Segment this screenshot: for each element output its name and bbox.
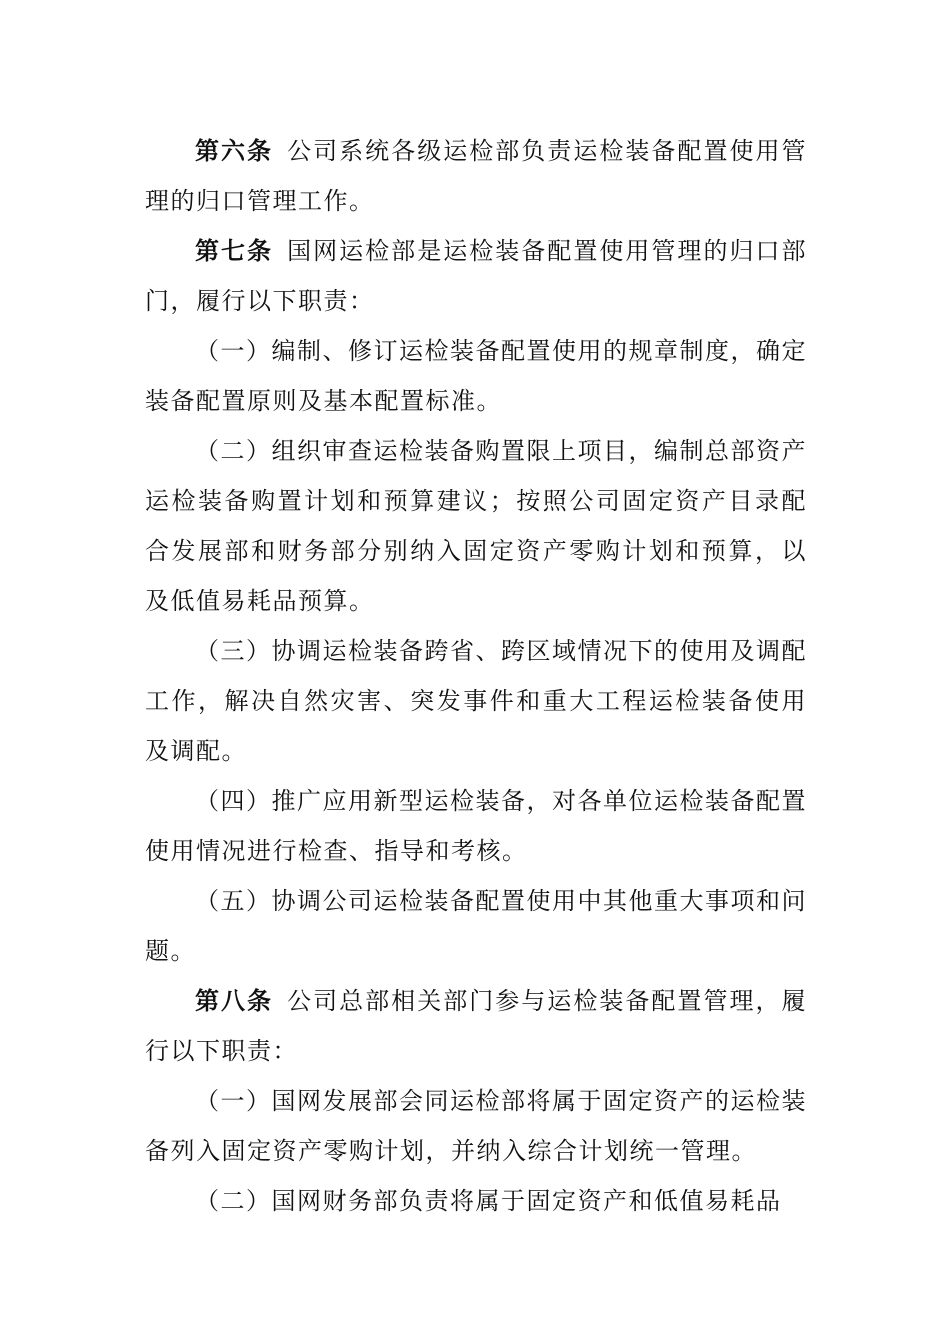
- article-7-item-4: [145, 776, 807, 876]
- article-7-item-1-text: （一）编制、修订运检装备配置使用的规章制度，确定装备配置原则及基本配置标准。: [145, 337, 807, 415]
- article-8-label: 第八条: [195, 987, 274, 1015]
- article-7-item-5-text: （五）协调公司运检装备配置使用中其他重大事项和问题。: [145, 887, 807, 965]
- article-7-label: 第七条: [195, 237, 274, 265]
- article-7-text: 国网运检部是运检装备配置使用管理的归口部门，履行以下职责：: [145, 237, 808, 315]
- article-8-item-1: [145, 1076, 807, 1176]
- article-8-text: 公司总部相关部门参与运检装备配置管理，履行以下职责：: [145, 987, 808, 1065]
- article-7-paragraph: [145, 226, 807, 326]
- document-body: [145, 126, 807, 1226]
- article-6-paragraph: [145, 126, 807, 226]
- article-7-item-3-text: （三）协调运检装备跨省、跨区域情况下的使用及调配工作，解决自然灾害、突发事件和重大工程运检装备使用及调配。: [145, 637, 807, 765]
- article-7-item-2-text: （二）组织审查运检装备购置限上项目，编制总部资产运检装备购置计划和预算建议；按照公司固定资产目录配合发展部和财务部分别纳入固定资产零购计划和预算，以及低值易耗品预算。: [145, 437, 807, 615]
- article-8-item-1-text: （一）国网发展部会同运检部将属于固定资产的运检装备列入固定资产零购计划，并纳入综合计划统一管理。: [145, 1087, 807, 1165]
- article-6-label: 第六条: [195, 137, 274, 165]
- article-7-item-4-text: （四）推广应用新型运检装备，对各单位运检装备配置使用情况进行检查、指导和考核。: [145, 787, 807, 865]
- article-7-item-5: [145, 876, 807, 976]
- article-8-paragraph: [145, 976, 807, 1076]
- article-6-text: 公司系统各级运检部负责运检装备配置使用管理的归口管理工作。: [145, 137, 808, 215]
- article-7-item-2: [145, 426, 807, 626]
- article-7-item-3: [145, 626, 807, 776]
- article-7-item-1: [145, 326, 807, 426]
- article-8-item-2: [145, 1176, 807, 1226]
- article-8-item-2-text: （二）国网财务部负责将属于固定资产和低值易耗品: [195, 1187, 782, 1215]
